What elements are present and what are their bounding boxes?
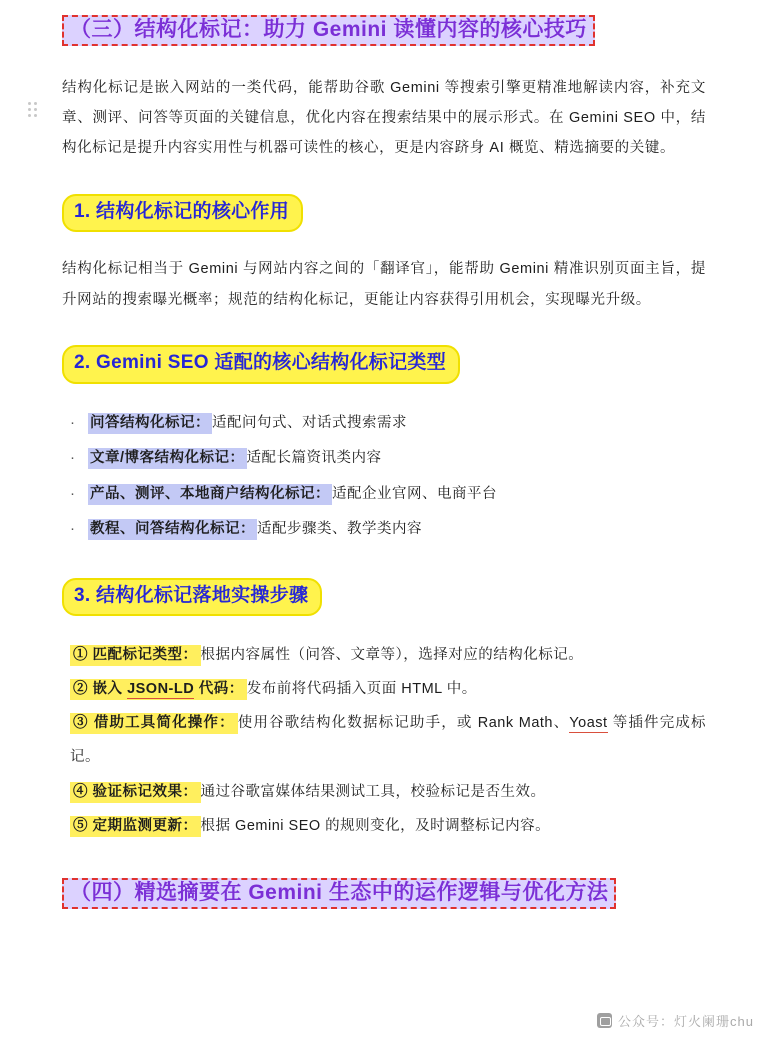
step-term: 匹配标记类型： <box>92 647 198 664</box>
step-marker-term <box>70 816 201 837</box>
section-3-intro-paragraph: 结构化标记是嵌入网站的一类代码，能帮助谷歌 Gemini 等搜索引擎更精准地解读内容，补充文章、测评、问答等页面的关键信息，优化内容在搜索结果中的展示形式。在 Gemini SEO 中，结构化标记是提升内容实用性与机器可读性的核心，更是内容跻身 AI 概览、精选摘要的关键。 <box>62 79 706 157</box>
list-item-desc: 适配长篇资讯类内容 <box>246 450 382 467</box>
step-marker: ④ <box>73 783 88 800</box>
subsection-1-heading <box>62 194 706 233</box>
step-desc: 发布前将代码插入页面 HTML 中。 <box>246 681 477 698</box>
section-heading-block <box>62 14 706 47</box>
wechat-icon <box>597 1013 612 1028</box>
list-item <box>70 809 706 843</box>
step-marker: ③ <box>73 715 89 732</box>
list-item: ③ 借助工具简化操作： 使用谷歌结构化数据标记助手，或 Rank Math、Yoast 等插件完成标记。 <box>70 715 706 766</box>
list-item <box>88 406 706 442</box>
subsection-2-heading-text: 2. Gemini SEO 适配的核心结构化标记类型 <box>62 345 460 384</box>
list-item-term: 产品、测评、本地商户结构化标记： <box>88 484 332 505</box>
step-marker-term <box>70 782 201 803</box>
list-item-desc: 适配问句式、对话式搜索需求 <box>212 414 407 431</box>
section-3-heading-text: （三）结构化标记：助力 Gemini 读懂内容的核心技巧 <box>62 15 595 46</box>
step-marker: ⑤ <box>73 817 88 834</box>
step-marker-term <box>70 645 201 666</box>
list-item-term: 文章/博客结构化标记： <box>88 448 247 469</box>
subsection-1-heading-text: 1. 结构化标记的核心作用 <box>62 194 303 233</box>
step-marker-term <box>70 713 238 734</box>
list-item-desc: 适配步骤类、教学类内容 <box>257 521 422 538</box>
drag-handle-icon[interactable] <box>28 102 38 118</box>
yoast-term: Yoast <box>569 715 608 732</box>
step-term: 验证标记效果： <box>92 783 198 800</box>
section-4-heading-text: （四）精选摘要在 Gemini 生态中的运作逻辑与优化方法 <box>62 878 616 909</box>
subsection-2-heading <box>62 345 706 384</box>
subsection-1-paragraph: 结构化标记相当于 Gemini 与网站内容之间的「翻译官」，能帮助 Gemini 精准识别页面主旨，提升网站的搜索曝光概率；规范的结构化标记，更能让内容获得引用机会，实现曝光升级。 <box>62 261 706 308</box>
list-item-term: 问答结构化标记： <box>88 413 212 434</box>
document-page <box>0 14 768 1038</box>
step-term: 借助工具简化操作： <box>93 715 235 732</box>
marker-type-list <box>62 406 706 548</box>
step-desc: 通过谷歌富媒体结果测试工具，校验标记是否生效。 <box>200 783 546 800</box>
list-item-desc: 适配企业官网、电商平台 <box>332 485 497 502</box>
implementation-steps-list <box>62 638 706 842</box>
page-title <box>62 14 706 47</box>
step-marker: ① <box>73 647 88 664</box>
step-marker-term: ② 嵌入 JSON-LD 代码： <box>70 679 247 700</box>
list-item-term: 教程、问答结构化标记： <box>88 519 257 540</box>
list-item <box>88 441 706 477</box>
subsection-3-heading <box>62 578 706 617</box>
step-term: 定期监测更新： <box>92 817 198 834</box>
subsection-3-heading-text: 3. 结构化标记落地实操步骤 <box>62 578 322 617</box>
jsonld-term: JSON-LD <box>127 681 195 698</box>
step-desc: 根据 Gemini SEO 的规则变化，及时调整标记内容。 <box>200 817 551 834</box>
step-desc: 根据内容属性（问答、文章等），选择对应的结构化标记。 <box>200 647 584 664</box>
list-item <box>70 638 706 672</box>
list-item <box>88 477 706 513</box>
document-content <box>0 14 768 909</box>
watermark-text: 公众号：灯火阑珊chu <box>618 1014 754 1029</box>
list-item <box>88 512 706 548</box>
watermark <box>597 1011 754 1030</box>
step-marker: ② <box>73 681 88 698</box>
list-item <box>70 672 706 706</box>
list-item <box>70 775 706 809</box>
section-4-heading <box>62 877 706 910</box>
section-4-heading-block <box>62 877 706 910</box>
